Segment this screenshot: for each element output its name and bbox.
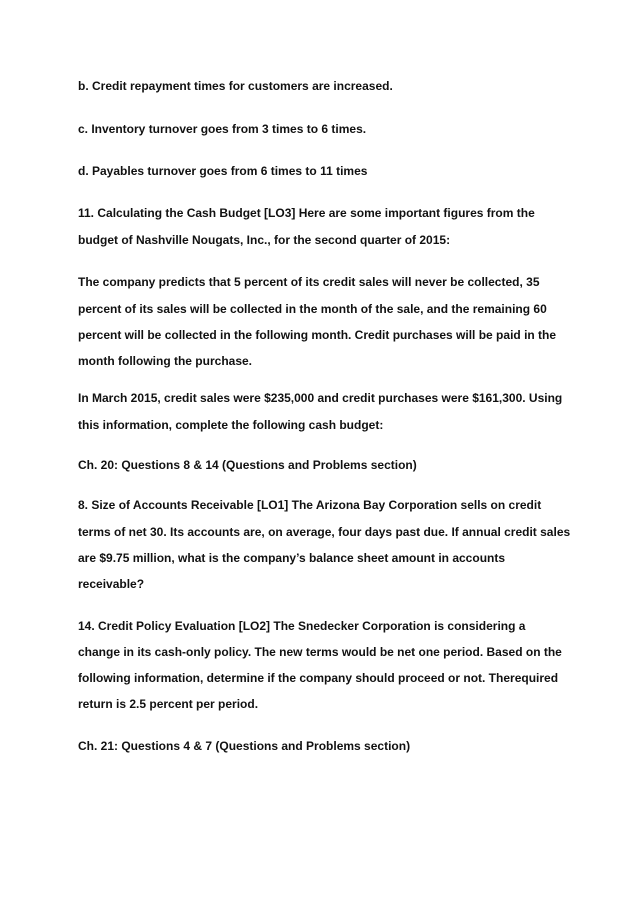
text-line-payables-turnover: d. Payables turnover goes from 6 times to 11 times	[78, 164, 368, 178]
text-line-q8-heading: 8. Size of Accounts Receivable [LO1] The Arizona Bay Corporation sells on credit	[78, 498, 542, 512]
text-line-q11-march: In March 2015, credit sales were $235,000 and credit purchases were $161,300. Using	[78, 391, 563, 405]
text-line-ch20-heading: Ch. 20: Questions 8 & 14 (Questions and Problems section)	[78, 458, 417, 472]
text-line-q11-predicts: The company predicts that 5 percent of its credit sales will never be collected, 35	[78, 275, 540, 289]
text-line-credit-repayment: b. Credit repayment times for customers are increased.	[78, 79, 393, 93]
text-line-q11-budget: budget of Nashville Nougats, Inc., for the second quarter of 2015:	[78, 233, 451, 247]
text-line-q11-complete: this information, complete the following cash budget:	[78, 418, 384, 432]
text-line-q8-terms: terms of net 30. Its accounts are, on average, four days past due. If annual credit sales	[78, 525, 571, 539]
text-line-q8-balance: are $9.75 million, what is the company’s balance sheet amount in accounts	[78, 551, 506, 565]
text-line-ch21-heading: Ch. 21: Questions 4 & 7 (Questions and Problems section)	[78, 739, 411, 753]
text-line-q14-following: following information, determine if the company should proceed or not. Therequired	[78, 671, 559, 685]
text-line-q14-return: return is 2.5 percent per period.	[78, 697, 259, 711]
text-line-q11-purchase: month following the purchase.	[78, 354, 252, 368]
text-line-q14-change: change in its cash-only policy. The new terms would be net one period. Based on the	[78, 645, 562, 659]
text-line-q8-receivable: receivable?	[78, 577, 145, 591]
text-line-q11-heading: 11. Calculating the Cash Budget [LO3] Here are some important figures from the	[78, 206, 535, 220]
text-line-q11-collected: percent of its sales will be collected in the month of the sale, and the remaining 60	[78, 302, 547, 316]
text-line-q11-following-month: percent will be collected in the following month. Credit purchases will be paid in the	[78, 328, 557, 342]
text-line-inventory-turnover: c. Inventory turnover goes from 3 times to 6 times.	[78, 122, 367, 136]
text-line-q14-heading: 14. Credit Policy Evaluation [LO2] The Snedecker Corporation is considering a	[78, 619, 526, 633]
